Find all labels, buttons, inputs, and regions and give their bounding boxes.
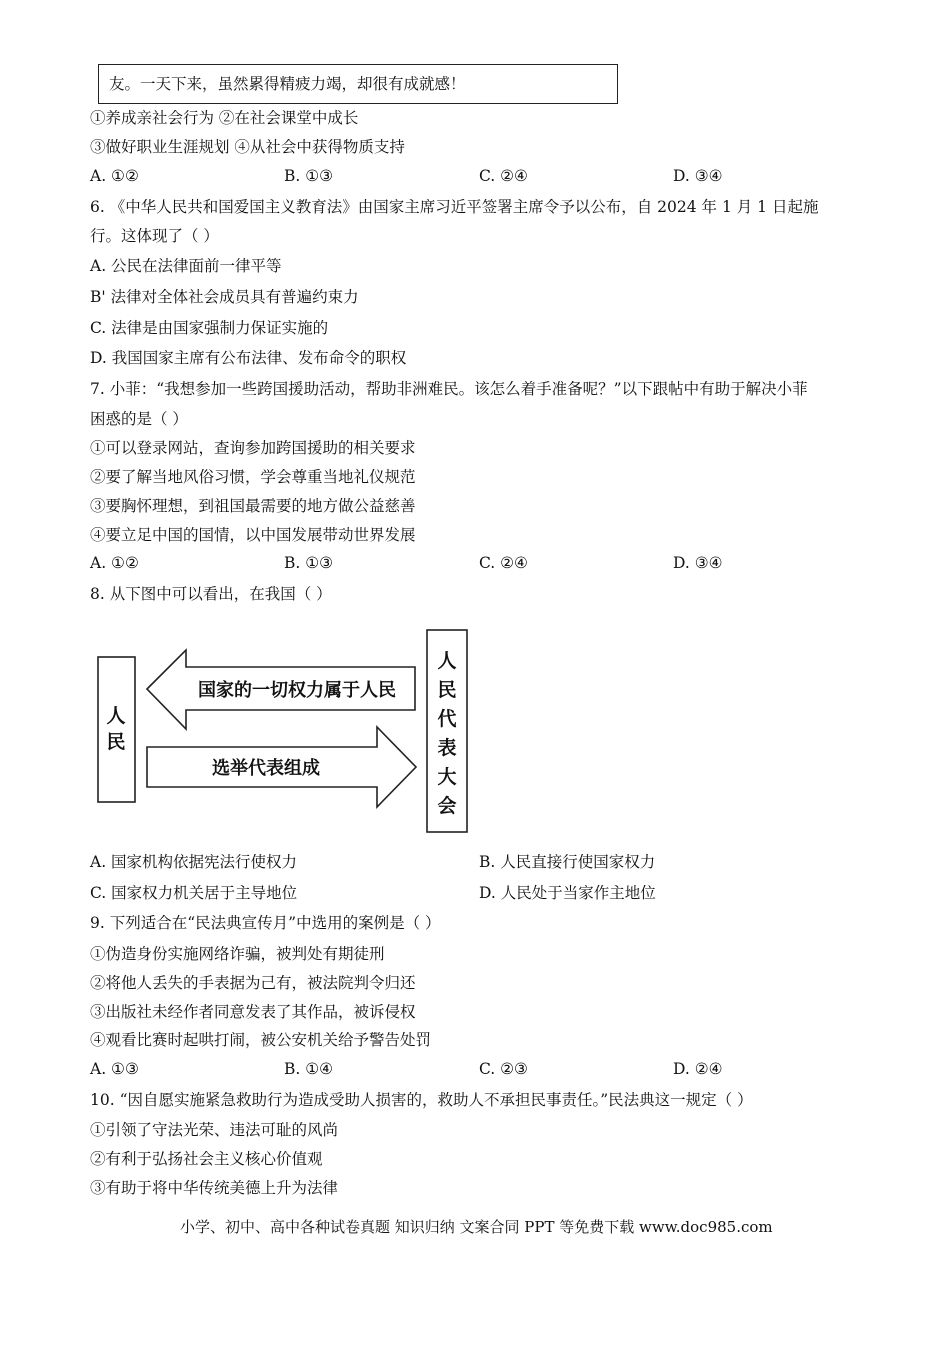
q8-stem: 8. 从下图中可以看出，在我国（ ）: [90, 585, 332, 603]
q9-statement-3: ③出版社未经作者同意发表了其作品，被诉侵权: [90, 1003, 416, 1021]
q8-option-b: B. 人民直接行使国家权力: [479, 853, 656, 871]
q7-statement-2: ②要了解当地风俗习惯，学会尊重当地礼仪规范: [90, 468, 416, 486]
q7-statement-1: ①可以登录网站，查询参加跨国援助的相关要求: [90, 439, 416, 457]
q7-option-a: A. ①②: [90, 554, 139, 572]
q6-stem-line2: 行。这体现了（ ）: [90, 227, 219, 245]
q7-option-b: B. ①③: [284, 554, 334, 572]
q5-option-d: D. ③④: [673, 167, 723, 185]
q9-option-a: A. ①③: [90, 1060, 139, 1078]
q5-statements-1: ①养成亲社会行为 ②在社会课堂中成长: [90, 109, 359, 127]
people-box-label: 人民: [106, 705, 126, 753]
q6-option-b: B' 法律对全体社会成员具有普遍约束力: [90, 288, 359, 306]
q6-stem-line1: 6. 《中华人民共和国爱国主义教育法》由国家主席习近平签署主席令予以公布，自 2024 年 1 月 1 日起施: [90, 198, 819, 216]
congress-box-label: 人民代表大会: [437, 650, 457, 817]
q9-statement-2: ②将他人丢失的手表据为己有，被法院判令归还: [90, 974, 416, 992]
q5-option-c: C. ②④: [479, 167, 528, 185]
q5-statements-2: ③做好职业生涯规划 ④从社会中获得物质支持: [90, 138, 405, 156]
q5-option-a: A. ①②: [90, 167, 139, 185]
q9-option-b: B. ①④: [284, 1060, 334, 1078]
q10-stem: 10. “因自愿实施紧急救助行为造成受助人损害的，救助人不承担民事责任。”民法典这一规定（ ）: [90, 1091, 753, 1109]
people-box: [98, 657, 135, 802]
q7-option-d: D. ③④: [673, 554, 723, 572]
q6-option-a: A. 公民在法律面前一律平等: [90, 257, 282, 275]
arrow-left-label: 国家的一切权力属于人民: [198, 680, 396, 701]
q10-statement-2: ②有利于弘扬社会主义核心价值观: [90, 1150, 323, 1168]
q10-statement-1: ①引领了守法光荣、违法可耻的风尚: [90, 1121, 339, 1139]
q9-statement-4: ④观看比赛时起哄打闹，被公安机关给予警告处罚: [90, 1031, 432, 1049]
q5-option-b: B. ①③: [284, 167, 334, 185]
q10-statement-3: ③有助于将中华传统美德上升为法律: [90, 1179, 339, 1197]
q7-statement-4: ④要立足中国的国情，以中国发展带动世界发展: [90, 526, 416, 544]
q9-option-d: D. ②④: [673, 1060, 723, 1078]
q7-statement-3: ③要胸怀理想，到祖国最需要的地方做公益慈善: [90, 497, 416, 515]
q6-option-d: D. 我国国家主席有公布法律、发布命令的职权: [90, 349, 407, 367]
q6-option-c: C. 法律是由国家强制力保证实施的: [90, 319, 329, 337]
q9-option-c: C. ②③: [479, 1060, 528, 1078]
q8-option-c: C. 国家权力机关居于主导地位: [90, 884, 298, 902]
continuation-text: 友。一天下来，虽然累得精疲力竭，却很有成就感！: [109, 75, 466, 93]
q8-option-d: D. 人民处于当家作主地位: [479, 884, 656, 902]
q8-option-a: A. 国家机构依据宪法行使权力: [90, 853, 298, 871]
arrow-right-label: 选举代表组成: [212, 758, 320, 779]
q7-option-c: C. ②④: [479, 554, 528, 572]
page-footer: 小学、初中、高中各种试卷真题 知识归纳 文案合同 PPT 等免费下载 www.doc985.com: [180, 1218, 773, 1236]
q9-statement-1: ①伪造身份实施网络诈骗，被判处有期徒刑: [90, 945, 385, 963]
q7-stem-line1: 7. 小菲：“我想参加一些跨国援助活动，帮助非洲难民。该怎么着手准备呢？”以下跟帖中有助于解决小菲: [90, 380, 808, 398]
q9-stem: 9. 下列适合在“民法典宣传月”中选用的案例是（ ）: [90, 914, 441, 932]
q7-stem-line2: 困惑的是（ ）: [90, 410, 188, 428]
